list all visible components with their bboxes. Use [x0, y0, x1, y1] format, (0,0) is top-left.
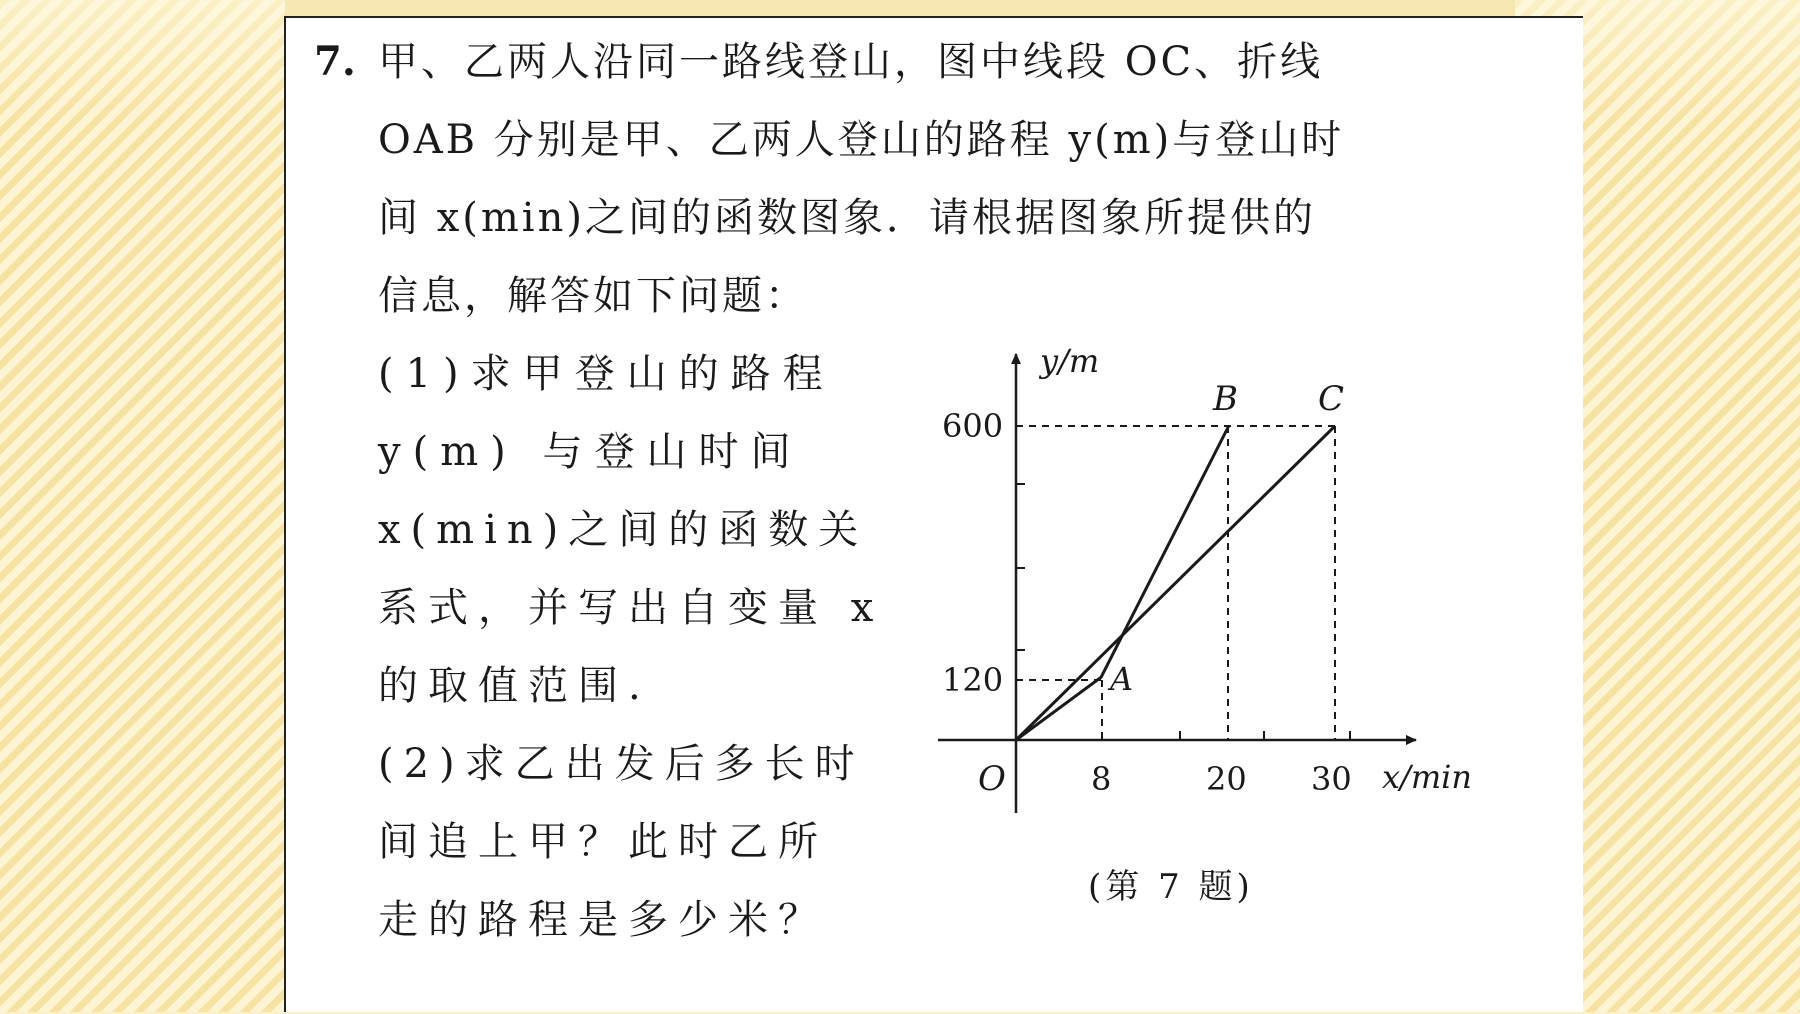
question-line-1: 甲、乙两人沿同一路线登山，图中线段 OC、折线: [378, 39, 1324, 85]
part1-line-5: 的取值范围.: [378, 663, 651, 709]
point-label-A: A: [1110, 660, 1134, 698]
x-tick-30: 30: [1311, 760, 1352, 798]
y-axis-label: y/m: [1040, 342, 1100, 380]
part1-line-2: y(m) 与登山时间: [378, 429, 803, 475]
x-tick-8: 8: [1091, 760, 1112, 798]
x-axis-label: x/min: [1382, 758, 1473, 796]
question-line-3: 间 x(min)之间的函数图象．请根据图象所提供的: [378, 195, 1316, 241]
question-line-2: OAB 分别是甲、乙两人登山的路程 y(m)与登山时: [378, 117, 1345, 163]
left-stripe-decoration: [0, 0, 285, 1012]
question-number: 7.: [314, 38, 356, 85]
y-tick-600: 600: [942, 407, 1004, 445]
part2-line-3: 走的路程是多少米？: [378, 897, 828, 943]
question-page: [284, 16, 1583, 1012]
part1-line-1: (1)求甲登山的路程: [378, 351, 835, 397]
part1-line-4: 系式，并写出自变量 x: [378, 585, 884, 631]
figure-caption: (第 7 题): [1088, 867, 1254, 907]
origin-label: O: [978, 759, 1006, 799]
x-tick-20: 20: [1206, 760, 1247, 798]
question-line-4: 信息，解答如下问题：: [378, 273, 808, 319]
part2-line-2: 间追上甲？此时乙所: [378, 819, 828, 865]
point-label-B: B: [1213, 379, 1238, 419]
y-tick-120: 120: [942, 661, 1004, 699]
part2-line-1: (2)求乙出发后多长时: [378, 741, 865, 787]
point-label-C: C: [1318, 379, 1345, 419]
line-OC: [1016, 426, 1335, 740]
part1-line-3: x(min)之间的函数关: [378, 507, 869, 553]
function-graph: [286, 18, 1585, 1014]
